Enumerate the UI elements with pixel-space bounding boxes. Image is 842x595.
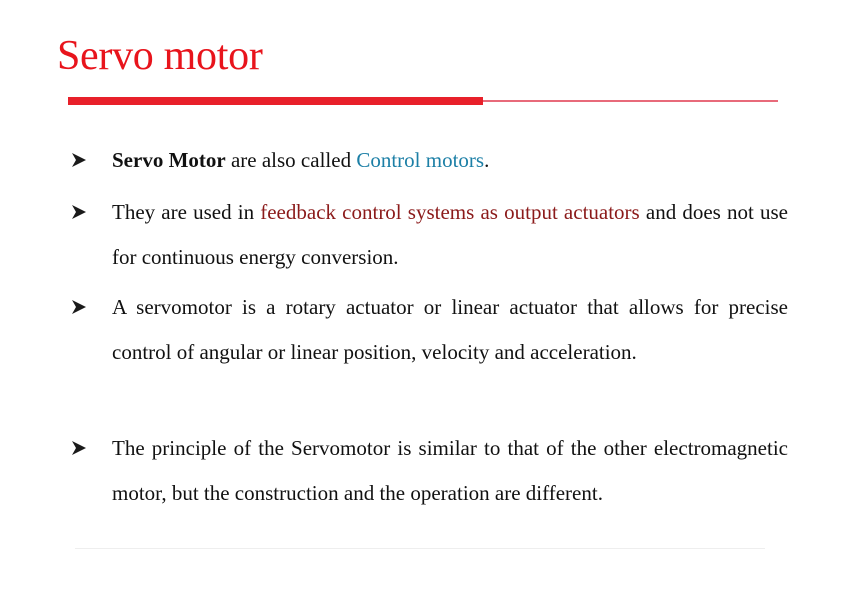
arrowhead-bullet-icon xyxy=(72,138,92,183)
arrowhead-bullet-icon xyxy=(72,285,92,330)
bullet-text xyxy=(112,190,788,280)
bullet-item xyxy=(112,285,788,375)
bullet-item xyxy=(112,138,788,183)
bullet-text-segment: and does not use for continuous energy conversion. xyxy=(112,200,788,269)
bullet-text-segment: A servomotor is a rotary actuator or linear actuator that allows for precise control of angular or linear position, velocity and acceleration. xyxy=(112,295,788,364)
bullet-text xyxy=(112,138,788,183)
bullet-text-segment: The principle of the Servomotor is similar to that of the other electromagnetic motor, but the construction and the operation are different. xyxy=(112,436,788,505)
bullet-text xyxy=(112,285,788,375)
bullet-text-highlight: feedback control systems as output actuators xyxy=(260,200,640,224)
bullet-text xyxy=(112,426,788,516)
bullet-item xyxy=(112,190,788,280)
slide-title: Servo motor xyxy=(57,33,263,79)
bullet-text-segment: They are used in xyxy=(112,200,261,224)
arrowhead-bullet-icon xyxy=(72,190,92,235)
bullet-text-bold: Servo Motor xyxy=(112,148,226,172)
bullet-item xyxy=(112,426,788,516)
bullet-text-segment: are also called xyxy=(225,148,357,172)
bullet-text-segment: . xyxy=(484,148,490,172)
arrowhead-bullet-icon xyxy=(72,426,92,471)
bullet-text-highlight: Control motors xyxy=(356,148,485,172)
footer-divider xyxy=(75,548,765,549)
